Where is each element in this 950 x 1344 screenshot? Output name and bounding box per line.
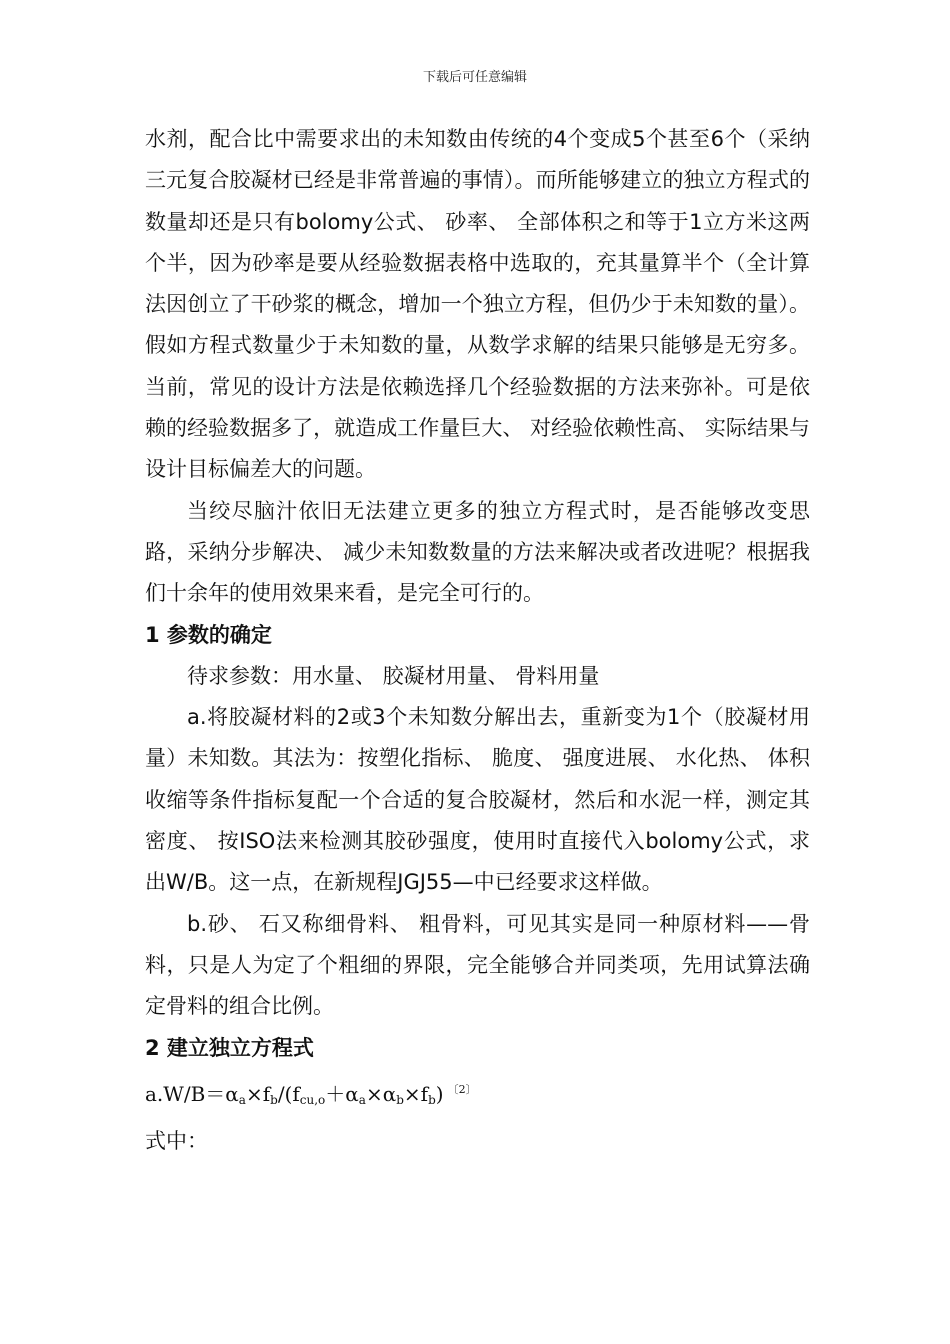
section-heading-parameters: 1 参数的确定 <box>145 622 272 647</box>
paragraph-where: 式中： <box>145 1129 208 1154</box>
document-body <box>145 119 810 1162</box>
page-header: 下载后可任意编辑 <box>422 70 527 85</box>
paragraph-item-a: a.将胶凝材料的2或3个未知数分解出去，重新变为1个（胶凝材用量）未知数。其法为：按塑化指标、 脆度、 强度进展、 水化热、 体积收缩等条件指标复配一个合适的复合胶凝材，然后和水泥一样，测定其密度、 按ISO法来检测其胶砂强度，使用时直接代入bolomy公式，求出W/B。这一点，在新规程JGJ55—中已经要求这样做。 <box>145 705 810 895</box>
formula-bolomy: $a.W/B=\alpha_a\times f_b/(f_{cu,o}+\alpha_a\times\alpha_b\times f_b)$ $^{〔2〕}$ <box>145 1081 477 1107</box>
paragraph-intro: 水剂，配合比中需要求出的未知数由传统的4个变成5个甚至6个（采纳三元复合胶凝材已经是非常普遍的事情）。而所能够建立的独立方程式的数量却还是只有bolomy公式、 砂率、 全部体积之和等于1立方米这两个半，因为砂率是要从经验数据表格中选取的，充其量算半个（全计算法因创立了干砂浆的概念，增加一个独立方程，但仍少于未知数的量）。假如方程式数量少于未知数的量，从数学求解的结果只能够是无穷多。当前，常见的设计方法是依赖选择几个经验数据的方法来弥补。可是依赖的经验数据多了，就造成工作量巨大、 对经验依赖性高、 实际结果与设计目标偏差大的问题。 <box>145 127 810 482</box>
paragraph-item-b: b.砂、 石又称细骨料、 粗骨料，可见其实是同一种原材料——骨料，只是人为定了个粗细的界限，完全能够合并同类项，先用试算法确定骨料的组合比例。 <box>145 911 810 1019</box>
section-heading-equations: 2 建立独立方程式 <box>145 1035 314 1060</box>
paragraph-approach: 当绞尽脑汁依旧无法建立更多的独立方程式时，是否能够改变思路，采纳分步解决、 减少未知数数量的方法来解决或者改进呢？根据我们十余年的使用效果来看，是完全可行的。 <box>145 498 810 606</box>
paragraph-parameters-to-solve: 待求参数：用水量、 胶凝材用量、 骨料用量 <box>187 663 600 688</box>
reference-marker: 〔2〕 <box>447 1082 477 1096</box>
